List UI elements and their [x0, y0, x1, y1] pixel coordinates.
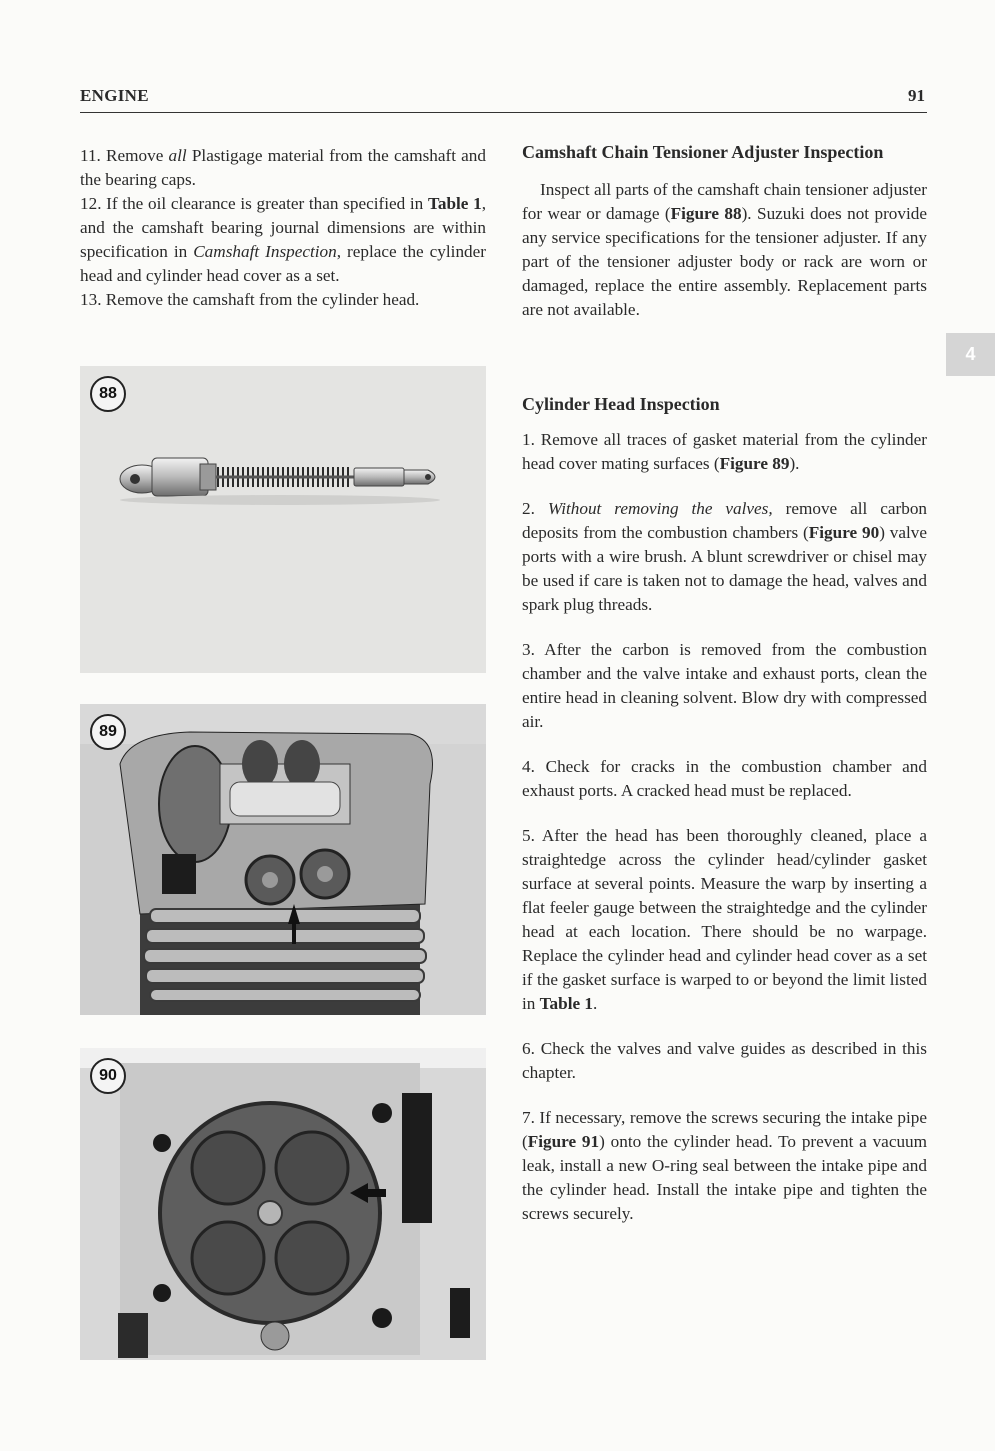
step-13: 13. Remove the camshaft from the cylinder head. [80, 290, 420, 309]
combustion-chamber-illustration [80, 1048, 486, 1360]
figure-88-tensioner-photo [80, 366, 486, 673]
figure-number-badge: 88 [90, 376, 126, 412]
page-header [80, 86, 927, 113]
camshaft-tensioner-paragraph: Inspect all parts of the camshaft chain tensioner adjuster for wear or damage (Figure 88). Suzuki does not provide any service specifications for the tensioner adjuster. If any part of the tensioner adjuster body or rack are worn or damaged, replace the entire assembly. Replacement parts are not available. [522, 180, 927, 319]
cylinder-head-illustration [80, 704, 486, 1015]
cyl-step-4: 4. Check for cracks in the combustion chamber and exhaust ports. A cracked head must be replaced. [522, 757, 927, 800]
page-number: 91 [908, 86, 925, 105]
section-title: ENGINE [80, 86, 149, 105]
step-12: 12. If the oil clearance is greater than specified in Table 1, and the camshaft bearing journal dimensions are within specification in Camshaft Inspection, replace the cylinder head and cylinder head cover as a set. [80, 194, 486, 285]
cylinder-head-heading: Cylinder Head Inspection [522, 394, 720, 414]
cyl-step-1: 1. Remove all traces of gasket material from the cylinder head cover mating surfaces (Figure 89). [522, 430, 927, 473]
figure-number-badge: 90 [90, 1058, 126, 1094]
figure-90-combustion-chamber-photo [80, 1048, 486, 1360]
cyl-step-7: 7. If necessary, remove the screws securing the intake pipe (Figure 91) onto the cylinder head. To prevent a vacuum leak, install a new O-ring seal between the intake pipe and the cylinder head. Install the intake pipe and tighten the screws securely. [522, 1108, 927, 1223]
chapter-tab: 4 [946, 333, 995, 376]
figure-89-cylinder-head-photo [80, 704, 486, 1015]
cyl-step-2: 2. Without removing the valves, remove all carbon deposits from the combustion chambers (Figure 90) valve ports with a wire brush. A blunt screwdriver or chisel may be used if care is taken not to damage the head, valves and spark plug threads. [522, 499, 928, 614]
step-11: 11. Remove all Plastigage material from the camshaft and the bearing caps. [80, 146, 486, 189]
cyl-step-6: 6. Check the valves and valve guides as described in this chapter. [522, 1039, 927, 1082]
right-column [522, 140, 927, 1247]
camshaft-tensioner-heading: Camshaft Chain Tensioner Adjuster Inspection [522, 142, 884, 162]
left-column [80, 144, 486, 312]
cyl-step-5: 5. After the head has been thoroughly cleaned, place a straightedge across the cylinder head/cylinder gasket surface at several points. Measure the warp by inserting a flat feeler gauge between the straightedge and the cylinder head at each location. There should be no warpage. Replace the cylinder head and cylinder head cover as a set if the gasket surface is warped to or beyond the limit listed in Table 1. [522, 826, 927, 1013]
figure-number-badge: 89 [90, 714, 126, 750]
cyl-step-3: 3. After the carbon is removed from the combustion chamber and the valve intake and exhaust ports, clean the entire head in cleaning solvent. Blow dry with compressed air. [522, 640, 927, 731]
tensioner-adjuster-illustration [80, 366, 486, 673]
